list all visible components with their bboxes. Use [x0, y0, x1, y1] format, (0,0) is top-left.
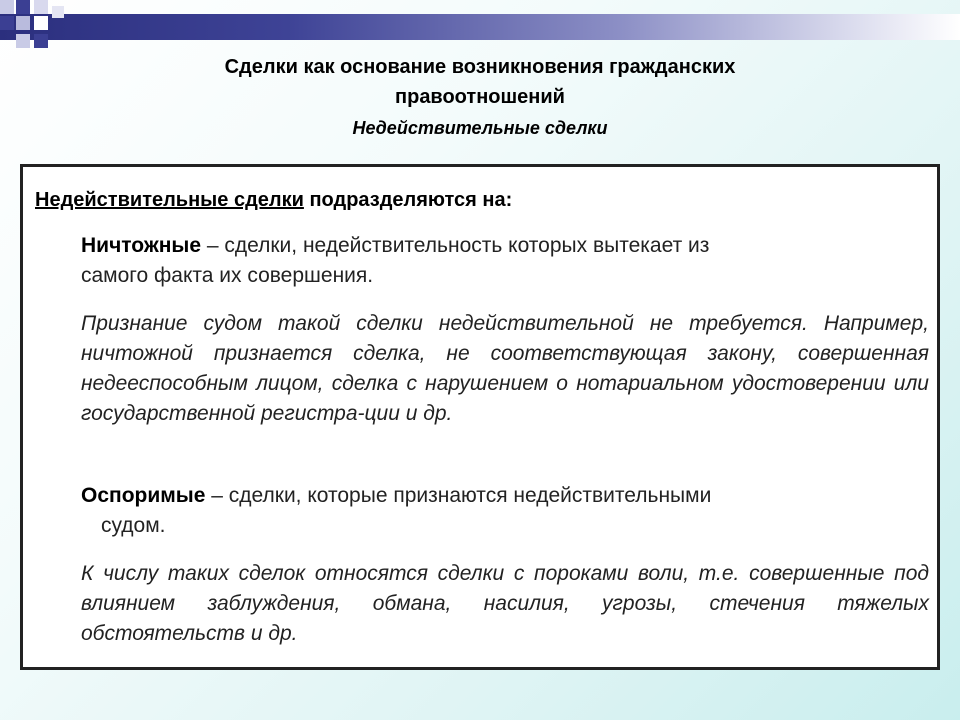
page-title [100, 52, 860, 112]
decoration-square [16, 0, 30, 14]
decoration-square [16, 34, 30, 48]
void-definition [81, 231, 929, 291]
void-def-cont: самого факта их совершения. [81, 264, 374, 287]
decoration-square [0, 0, 14, 14]
decoration-square [0, 16, 14, 30]
void-def: – сделки, недействительность которых вытекает из [201, 234, 710, 257]
header-decoration-bar [0, 14, 960, 40]
decoration-square [34, 34, 48, 48]
voidable-definition [81, 481, 929, 541]
lead-rest: подразделяются на: [303, 189, 513, 211]
void-note: Признание судом такой сделки недействительной не требуется. Например, ничтожной признается сделка, не соответствующая закону, совершенная недееспособным лицом, сделка с нарушением о нотариальном удостоверении или государственной регистра-ции и др. [81, 312, 929, 425]
lead-underlined-term: Недействительные сделки [35, 189, 304, 211]
voidable-def: – сделки, которые признаются недействительными [205, 484, 712, 507]
title-line-1: Сделки как основание возникновения гражданских [224, 56, 736, 78]
decoration-square [52, 6, 64, 18]
title-line-2: правоотношений [395, 86, 565, 108]
page-subtitle: Недействительные сделки [352, 118, 608, 138]
voidable-note: К числу таких сделок относятся сделки с пороками воли, т.е. совершенные под влиянием заблуждения, обмана, насилия, угрозы, стечения тяжелых обстоятельств и др. [81, 562, 929, 645]
decoration-square [16, 16, 30, 30]
voidable-term: Оспоримые [81, 484, 206, 507]
void-term: Ничтожные [81, 234, 202, 257]
decoration-square [34, 16, 48, 30]
decoration-square [34, 0, 48, 14]
content-box [20, 164, 940, 670]
voidable-def-cont: судом. [101, 514, 166, 537]
lead-sentence [35, 189, 512, 212]
